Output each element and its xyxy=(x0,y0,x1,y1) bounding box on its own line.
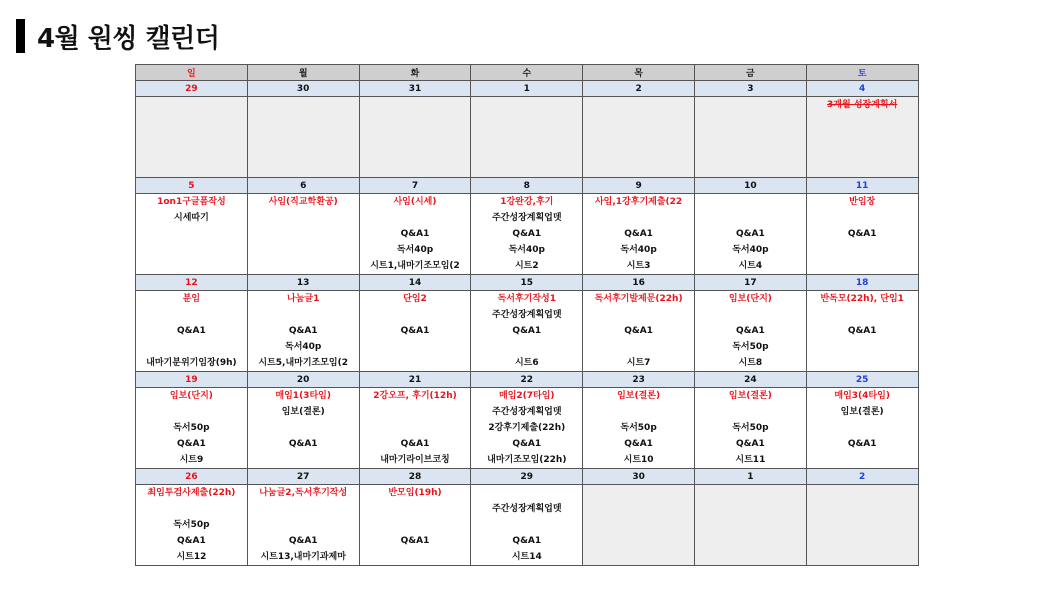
schedule-entry: Q&A1 xyxy=(288,439,318,449)
schedule-entry xyxy=(471,517,582,533)
day-schedule-cell[interactable] xyxy=(247,485,359,566)
schedule-entry: 독서후기작성1 xyxy=(497,294,556,304)
schedule-entry xyxy=(583,210,694,226)
date-cell: 25 xyxy=(806,372,918,388)
schedule-entry: Q&A1 xyxy=(400,229,430,239)
schedule-entry: Q&A1 xyxy=(177,536,206,546)
schedule-entry: Q&A1 xyxy=(400,536,430,546)
schedule-entry: Q&A1 xyxy=(624,439,653,449)
schedule-entry: Q&A1 xyxy=(177,326,206,336)
schedule-entry: 임보(결론) xyxy=(617,391,661,401)
schedule-entry xyxy=(695,194,806,210)
date-row xyxy=(136,469,919,485)
date-cell: 8 xyxy=(471,178,583,194)
schedule-entry: 주간성장계획업뎃 xyxy=(492,213,562,223)
schedule-entry: 독서50p xyxy=(620,423,657,433)
page-title: 4월 원씽 캘린더 xyxy=(37,23,220,54)
schedule-entry: 독서40p xyxy=(396,245,434,255)
schedule-entry: Q&A1 xyxy=(624,229,653,239)
day-schedule-cell[interactable] xyxy=(136,97,248,178)
date-cell: 22 xyxy=(471,372,583,388)
date-cell: 3 xyxy=(694,81,806,97)
day-schedule-cell[interactable] xyxy=(471,485,583,566)
schedule-entry: 주간성장계획업뎃 xyxy=(492,407,562,417)
day-schedule-cell[interactable] xyxy=(471,388,583,469)
schedule-entry xyxy=(248,517,359,533)
schedule-entry: Q&A1 xyxy=(512,536,542,546)
date-cell: 9 xyxy=(583,178,695,194)
day-schedule-cell[interactable] xyxy=(471,97,583,178)
day-schedule-cell[interactable] xyxy=(806,97,918,178)
schedule-entry xyxy=(360,307,471,323)
date-cell: 2 xyxy=(806,469,918,485)
date-cell: 4 xyxy=(806,81,918,97)
schedule-entry xyxy=(695,404,806,420)
date-cell: 7 xyxy=(359,178,471,194)
date-cell: 28 xyxy=(359,469,471,485)
day-schedule-cell[interactable] xyxy=(136,485,248,566)
schedule-entry xyxy=(360,420,471,436)
schedule-entry: 시트14 xyxy=(511,552,542,562)
day-schedule-cell[interactable] xyxy=(694,388,806,469)
schedule-entry: 시트8 xyxy=(738,358,763,368)
page-title-area xyxy=(16,16,219,56)
schedule-entry: 주간성장계획업뎃 xyxy=(492,310,562,320)
schedule-entry: 시세따기 xyxy=(174,213,209,223)
schedule-entry: 3개월 성장계획서 xyxy=(827,100,898,110)
schedule-entry: 2강오프, 후기(12h) xyxy=(373,391,457,401)
date-cell: 29 xyxy=(136,81,248,97)
day-schedule-cell[interactable] xyxy=(136,194,248,275)
day-schedule-cell[interactable] xyxy=(694,97,806,178)
day-schedule-cell[interactable] xyxy=(247,388,359,469)
schedule-entry: 시트5,내마기조모임(2 xyxy=(258,358,348,368)
schedule-entry: 나눔글2,독서후기작성 xyxy=(259,488,348,498)
schedule-entry xyxy=(360,210,471,226)
schedule-entry: 시트13,내마기과제마 xyxy=(260,552,346,562)
schedule-entry: Q&A1 xyxy=(847,326,877,336)
schedule-entry: Q&A1 xyxy=(177,439,206,449)
weekday-header-row xyxy=(136,65,919,81)
day-schedule-cell[interactable] xyxy=(806,388,918,469)
schedule-entry: 단임2 xyxy=(403,294,427,304)
schedule-entry: 분임 xyxy=(182,294,201,304)
schedule-entry: Q&A1 xyxy=(288,536,318,546)
schedule-entry: 시트11 xyxy=(735,455,766,465)
day-schedule-cell[interactable] xyxy=(247,291,359,372)
schedule-entry: 나눔글1 xyxy=(287,294,320,304)
day-schedule-cell[interactable] xyxy=(583,97,695,178)
schedule-row xyxy=(136,97,919,178)
date-cell: 19 xyxy=(136,372,248,388)
schedule-entry xyxy=(248,420,359,436)
schedule-entry: 매임2(7타임) xyxy=(499,391,555,401)
schedule-row xyxy=(136,194,919,275)
date-cell: 5 xyxy=(136,178,248,194)
day-schedule-cell[interactable] xyxy=(471,194,583,275)
schedule-entry: 독서50p xyxy=(732,423,769,433)
schedule-entry xyxy=(471,485,582,501)
date-cell: 20 xyxy=(247,372,359,388)
schedule-entry xyxy=(695,210,806,226)
schedule-entry: 시트6 xyxy=(514,358,539,368)
schedule-entry xyxy=(136,339,247,355)
day-schedule-cell[interactable] xyxy=(694,291,806,372)
date-cell: 24 xyxy=(694,372,806,388)
date-cell: 18 xyxy=(806,275,918,291)
date-row xyxy=(136,178,919,194)
schedule-entry: 매임3(4타임) xyxy=(834,391,890,401)
schedule-entry xyxy=(583,404,694,420)
schedule-entry xyxy=(807,210,918,226)
schedule-entry: 사임,1강후기제출(22 xyxy=(594,197,683,207)
schedule-entry: 주간성장계획업뎃 xyxy=(492,504,562,514)
schedule-row xyxy=(136,485,919,566)
schedule-entry: 독서40p xyxy=(285,342,322,352)
schedule-entry: 매임1(3타임) xyxy=(275,391,331,401)
schedule-entry: 독서40p xyxy=(508,245,545,255)
schedule-entry xyxy=(695,307,806,323)
weekday-tue: 화 xyxy=(359,65,471,81)
date-cell: 29 xyxy=(471,469,583,485)
day-schedule-cell[interactable] xyxy=(136,388,248,469)
schedule-entry: 독서50p xyxy=(173,520,210,530)
schedule-entry: 시트4 xyxy=(738,261,763,271)
schedule-entry: 시트12 xyxy=(176,552,207,562)
weekday-wed: 수 xyxy=(471,65,583,81)
date-cell: 10 xyxy=(694,178,806,194)
calendar-table xyxy=(135,64,919,566)
schedule-entry: Q&A1 xyxy=(736,229,765,239)
date-cell: 30 xyxy=(247,81,359,97)
schedule-entry: 독서후기발제문(22h) xyxy=(594,294,683,304)
schedule-entry: 최임투검사제출(22h) xyxy=(147,488,236,498)
schedule-entry: 시트9 xyxy=(179,455,204,465)
date-cell: 14 xyxy=(359,275,471,291)
schedule-entry: Q&A1 xyxy=(288,326,318,336)
weekday-thu: 목 xyxy=(583,65,695,81)
schedule-entry xyxy=(807,420,918,436)
schedule-entry: Q&A1 xyxy=(512,326,542,336)
schedule-entry: 반임장 xyxy=(849,197,876,207)
schedule-entry: 임보(결론) xyxy=(840,407,884,417)
schedule-entry: 임보(단지) xyxy=(169,391,213,401)
schedule-entry: 2강후기제출(22h) xyxy=(488,423,566,433)
date-cell: 6 xyxy=(247,178,359,194)
schedule-entry: 독서50p xyxy=(732,342,769,352)
schedule-entry xyxy=(136,307,247,323)
schedule-entry xyxy=(471,339,582,355)
schedule-entry: 독서40p xyxy=(732,245,769,255)
date-cell: 11 xyxy=(806,178,918,194)
day-schedule-cell[interactable] xyxy=(806,194,918,275)
schedule-entry: Q&A1 xyxy=(400,439,430,449)
date-cell: 31 xyxy=(359,81,471,97)
schedule-entry xyxy=(360,517,471,533)
weekday-sat: 토 xyxy=(806,65,918,81)
day-schedule-cell[interactable] xyxy=(359,97,471,178)
date-cell: 13 xyxy=(247,275,359,291)
schedule-entry: 시트3 xyxy=(626,261,651,271)
schedule-entry: Q&A1 xyxy=(847,439,877,449)
date-cell: 1 xyxy=(694,469,806,485)
schedule-entry: Q&A1 xyxy=(512,439,542,449)
schedule-entry: 내마기분위기임장(9h) xyxy=(146,358,237,368)
schedule-entry: 1on1구글폼작성 xyxy=(157,197,226,207)
date-cell: 16 xyxy=(583,275,695,291)
schedule-entry: 독서40p xyxy=(620,245,657,255)
date-cell: 27 xyxy=(247,469,359,485)
schedule-entry xyxy=(248,501,359,517)
schedule-entry: 반모임(19h) xyxy=(388,488,442,498)
weekday-mon: 월 xyxy=(247,65,359,81)
date-cell: 12 xyxy=(136,275,248,291)
schedule-row xyxy=(136,291,919,372)
weekday-fri: 금 xyxy=(694,65,806,81)
schedule-entry xyxy=(136,404,247,420)
schedule-entry: Q&A1 xyxy=(736,439,765,449)
day-schedule-cell[interactable] xyxy=(583,194,695,275)
day-schedule-cell[interactable] xyxy=(359,194,471,275)
date-row xyxy=(136,275,919,291)
date-cell: 2 xyxy=(583,81,695,97)
schedule-entry: 시트1,내마기조모임(2 xyxy=(370,261,460,271)
schedule-entry: 내마기라이브코칭 xyxy=(380,455,450,465)
day-schedule-cell[interactable] xyxy=(806,485,918,566)
schedule-row xyxy=(136,388,919,469)
schedule-entry xyxy=(248,307,359,323)
schedule-entry xyxy=(136,501,247,517)
date-cell: 17 xyxy=(694,275,806,291)
schedule-entry: Q&A1 xyxy=(400,326,430,336)
day-schedule-cell[interactable] xyxy=(471,291,583,372)
schedule-entry: 임보(결론) xyxy=(728,391,772,401)
schedule-entry: 임보(결론) xyxy=(281,407,325,417)
date-row xyxy=(136,81,919,97)
schedule-entry: 사임(시세) xyxy=(393,197,437,207)
schedule-entry: 내마기조모임(22h) xyxy=(487,455,567,465)
date-cell: 1 xyxy=(471,81,583,97)
day-schedule-cell[interactable] xyxy=(806,291,918,372)
day-schedule-cell[interactable] xyxy=(583,291,695,372)
day-schedule-cell[interactable] xyxy=(583,388,695,469)
schedule-entry: 임보(단지) xyxy=(728,294,772,304)
date-cell: 26 xyxy=(136,469,248,485)
schedule-entry: Q&A1 xyxy=(847,229,877,239)
day-schedule-cell[interactable] xyxy=(136,291,248,372)
schedule-entry xyxy=(583,307,694,323)
day-schedule-cell[interactable] xyxy=(694,485,806,566)
schedule-entry: 반독모(22h), 단임1 xyxy=(820,294,904,304)
schedule-entry: 시트10 xyxy=(623,455,654,465)
schedule-entry: 1강완강,후기 xyxy=(500,197,554,207)
schedule-entry: 사임(직교학환공) xyxy=(268,197,338,207)
schedule-entry xyxy=(583,339,694,355)
day-schedule-cell[interactable] xyxy=(247,97,359,178)
schedule-entry: 시트7 xyxy=(626,358,651,368)
day-schedule-cell[interactable] xyxy=(247,194,359,275)
schedule-entry xyxy=(360,404,471,420)
title-marker xyxy=(16,19,25,53)
day-schedule-cell[interactable] xyxy=(359,291,471,372)
weekday-sun: 일 xyxy=(136,65,248,81)
day-schedule-cell[interactable] xyxy=(583,485,695,566)
schedule-entry xyxy=(360,501,471,517)
schedule-entry: 시트2 xyxy=(514,261,539,271)
schedule-entry: Q&A1 xyxy=(736,326,765,336)
date-cell: 23 xyxy=(583,372,695,388)
date-cell: 30 xyxy=(583,469,695,485)
day-schedule-cell[interactable] xyxy=(359,388,471,469)
date-row xyxy=(136,372,919,388)
day-schedule-cell[interactable] xyxy=(359,485,471,566)
day-schedule-cell[interactable] xyxy=(694,194,806,275)
schedule-entry xyxy=(807,307,918,323)
date-cell: 15 xyxy=(471,275,583,291)
schedule-entry: 독서50p xyxy=(173,423,210,433)
schedule-entry: Q&A1 xyxy=(512,229,542,239)
schedule-entry: Q&A1 xyxy=(624,326,653,336)
date-cell: 21 xyxy=(359,372,471,388)
